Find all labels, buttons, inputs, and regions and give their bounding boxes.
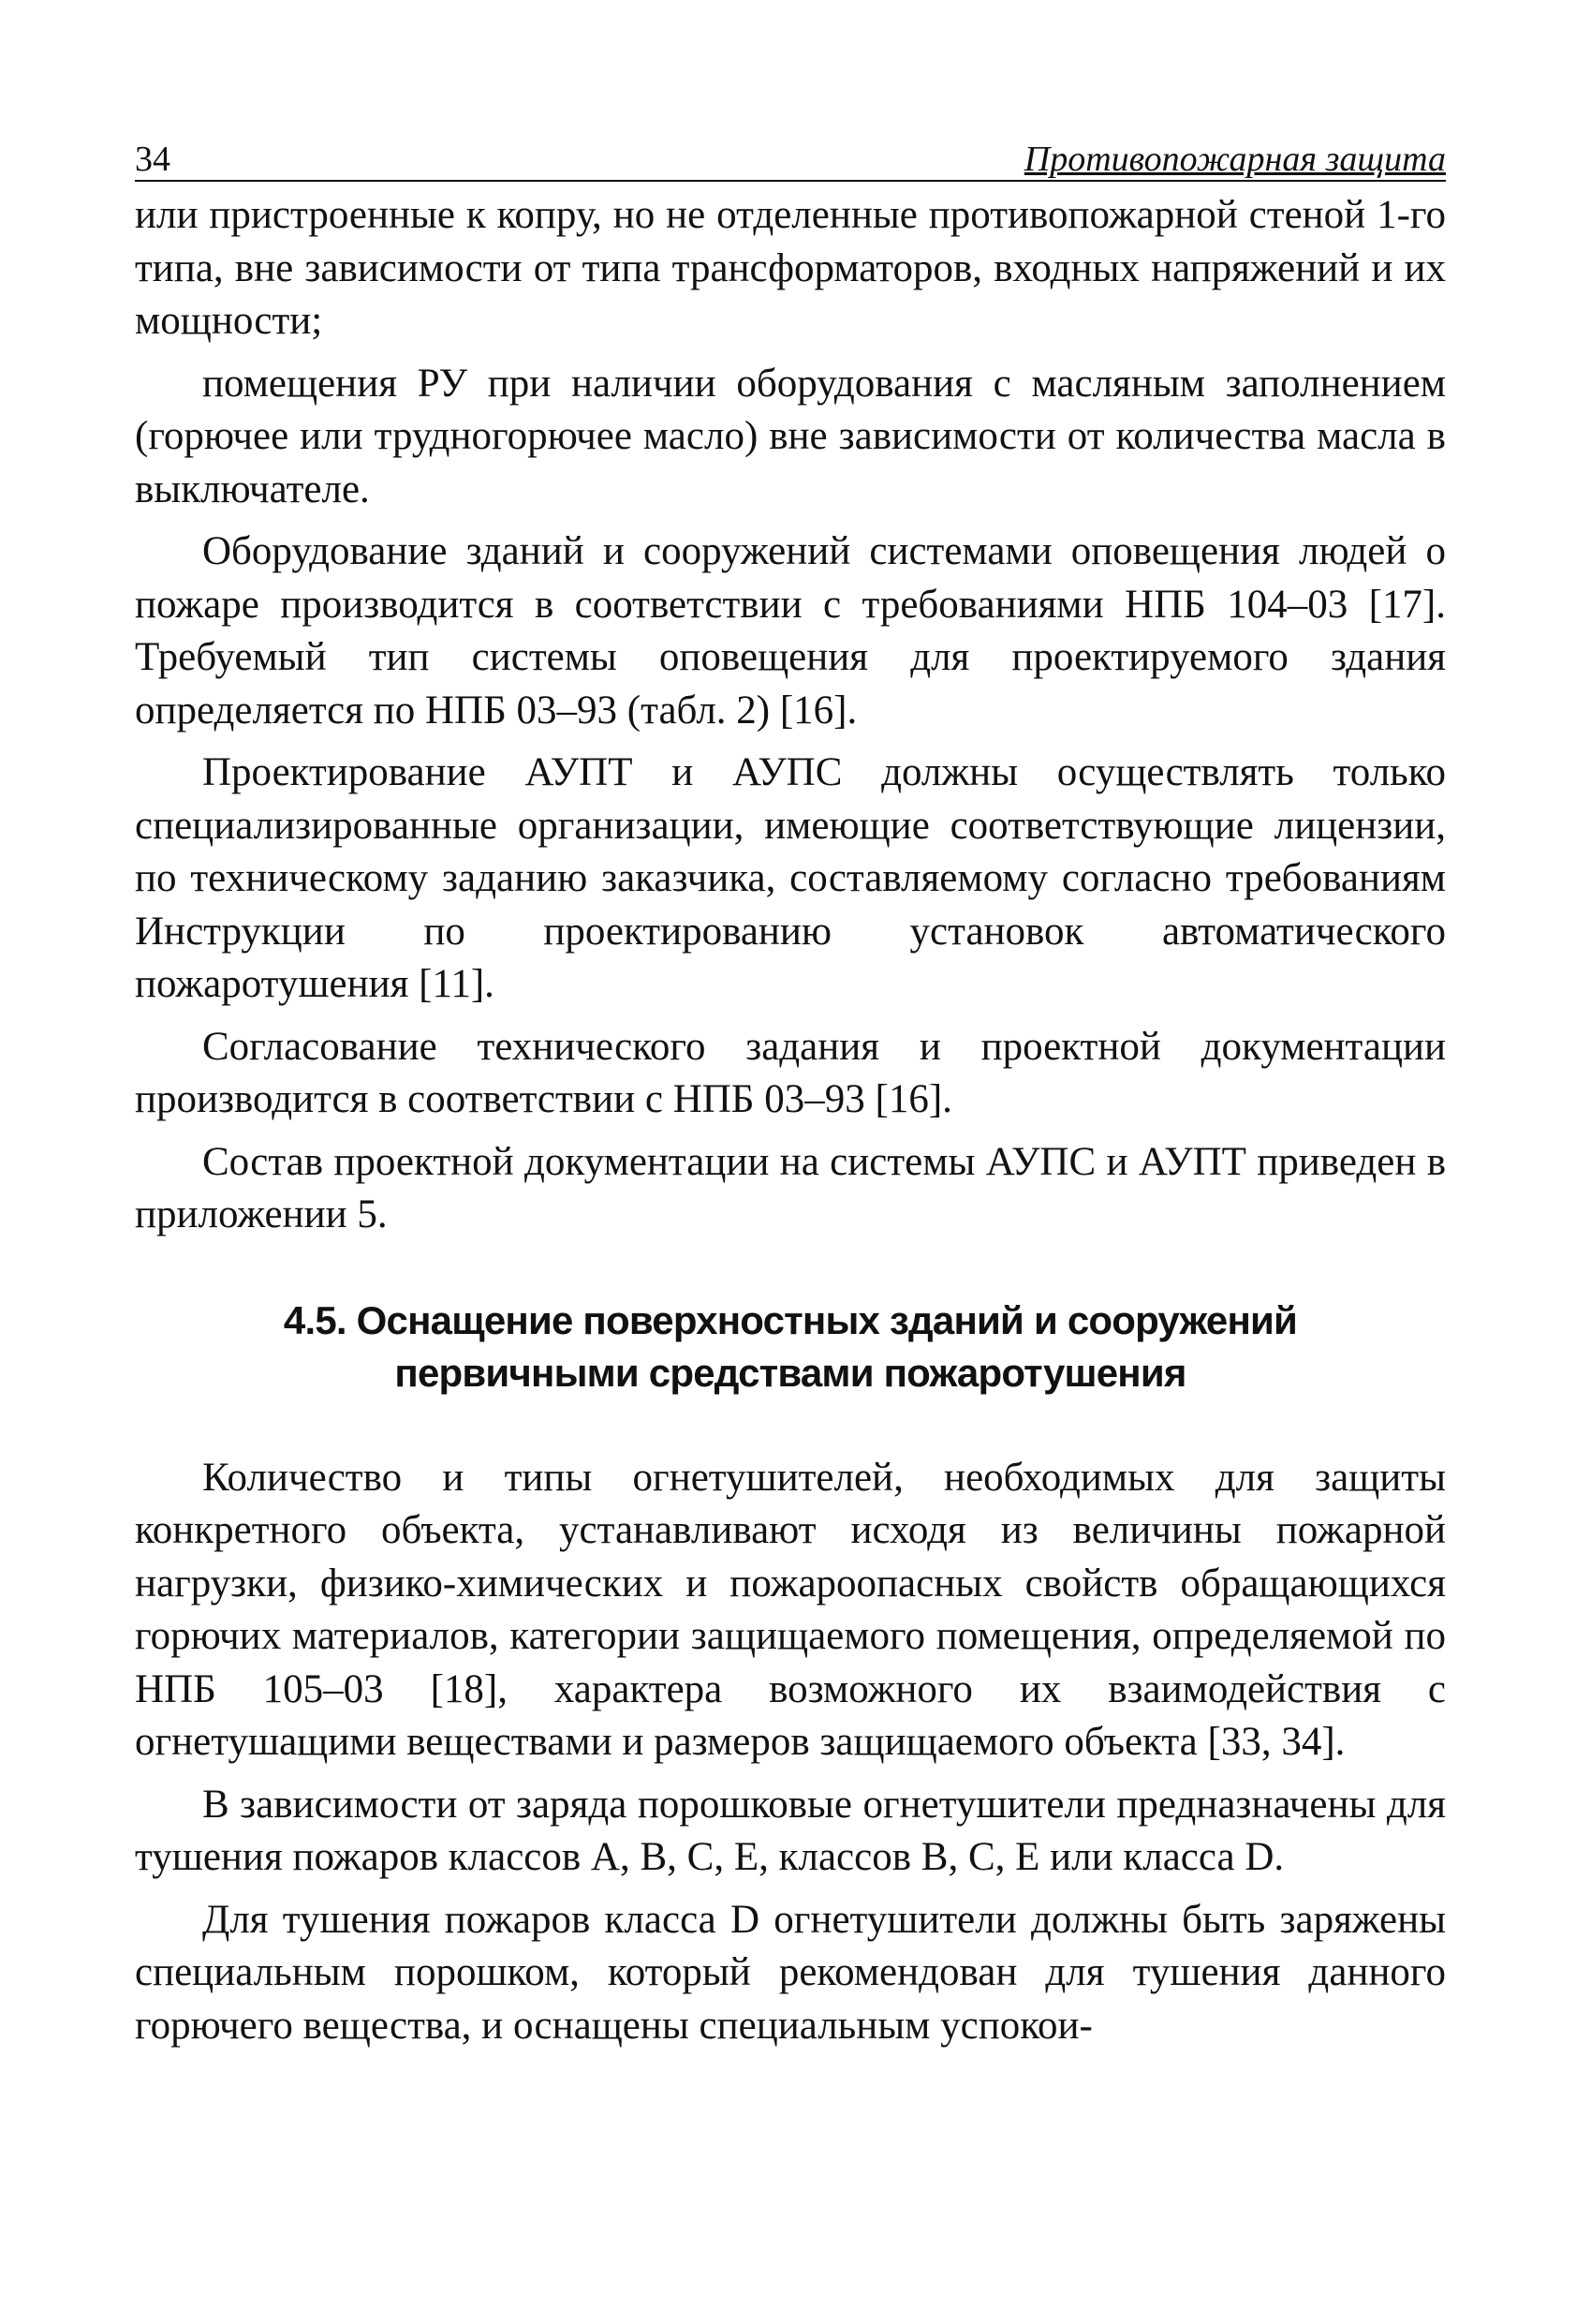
section-heading-line-1: 4.5. Оснащение поверхностных зданий и сооружений	[283, 1297, 1298, 1342]
running-header-title: Противопожарная защита	[1024, 140, 1446, 179]
paragraph: Согласование технического задания и проектной документации производится в соответствии с НПБ 03–93 [16].	[135, 1024, 1446, 1121]
book-page	[135, 131, 1446, 2062]
paragraph: Проектирование АУПТ и АУПС должны осуществлять только специализированные организации, имеющие соответствующие лицензии, по техническому заданию заказчика, составляемому согласно требованиям Инструкции по проектированию установок автоматического пожаротушения [11].	[135, 750, 1446, 1006]
paragraph: Состав проектной документации на системы АУПС и АУПТ приведен в приложении 5.	[135, 1139, 1446, 1236]
section-heading	[135, 1295, 1446, 1399]
paragraph: помещения РУ при наличии оборудования с масляным заполнением (горючее или трудногорючее масло) вне зависимости от количества масла в выключателе.	[135, 361, 1446, 511]
paragraph: Оборудование зданий и сооружений системами оповещения людей о пожаре производится в соответствии с требованиями НПБ 104–03 [17]. Требуемый тип системы оповещения для проектируемого здания определяется по НПБ 03–93 (табл. 2) [16].	[135, 529, 1446, 733]
paragraph: В зависимости от заряда порошковые огнетушители предназначены для тушения пожаров классов А, В, С, Е, классов В, С, Е или класса D.	[135, 1782, 1446, 1879]
paragraph: Количество и типы огнетушителей, необходимых для защиты конкретного объекта, устанавливают исходя из величины пожарной нагрузки, физико-химических и пожароопасных свойств обращающихся горючих материалов, категории защищаемого помещения, определяемой по НПБ 105–03 [18], характера возможного их взаимодействия с огнетушащими веществами и размеров защищаемого объекта [33, 34].	[135, 1455, 1446, 1764]
running-header	[135, 131, 1446, 182]
page-content	[135, 189, 1446, 2052]
page-number: 34	[135, 140, 170, 179]
section-heading-line-2: первичными средствами пожаротушения	[394, 1350, 1186, 1395]
paragraph: Для тушения пожаров класса D огнетушители должны быть заряжены специальным порошком, который рекомендован для тушения данного горючего вещества, и оснащены специальным успокои-	[135, 1897, 1446, 2048]
paragraph-continuation: или пристроенные к копру, но не отделенные противопожарной стеной 1-го типа, вне зависимости от типа трансформаторов, входных напряжений и их мощности;	[135, 193, 1446, 343]
